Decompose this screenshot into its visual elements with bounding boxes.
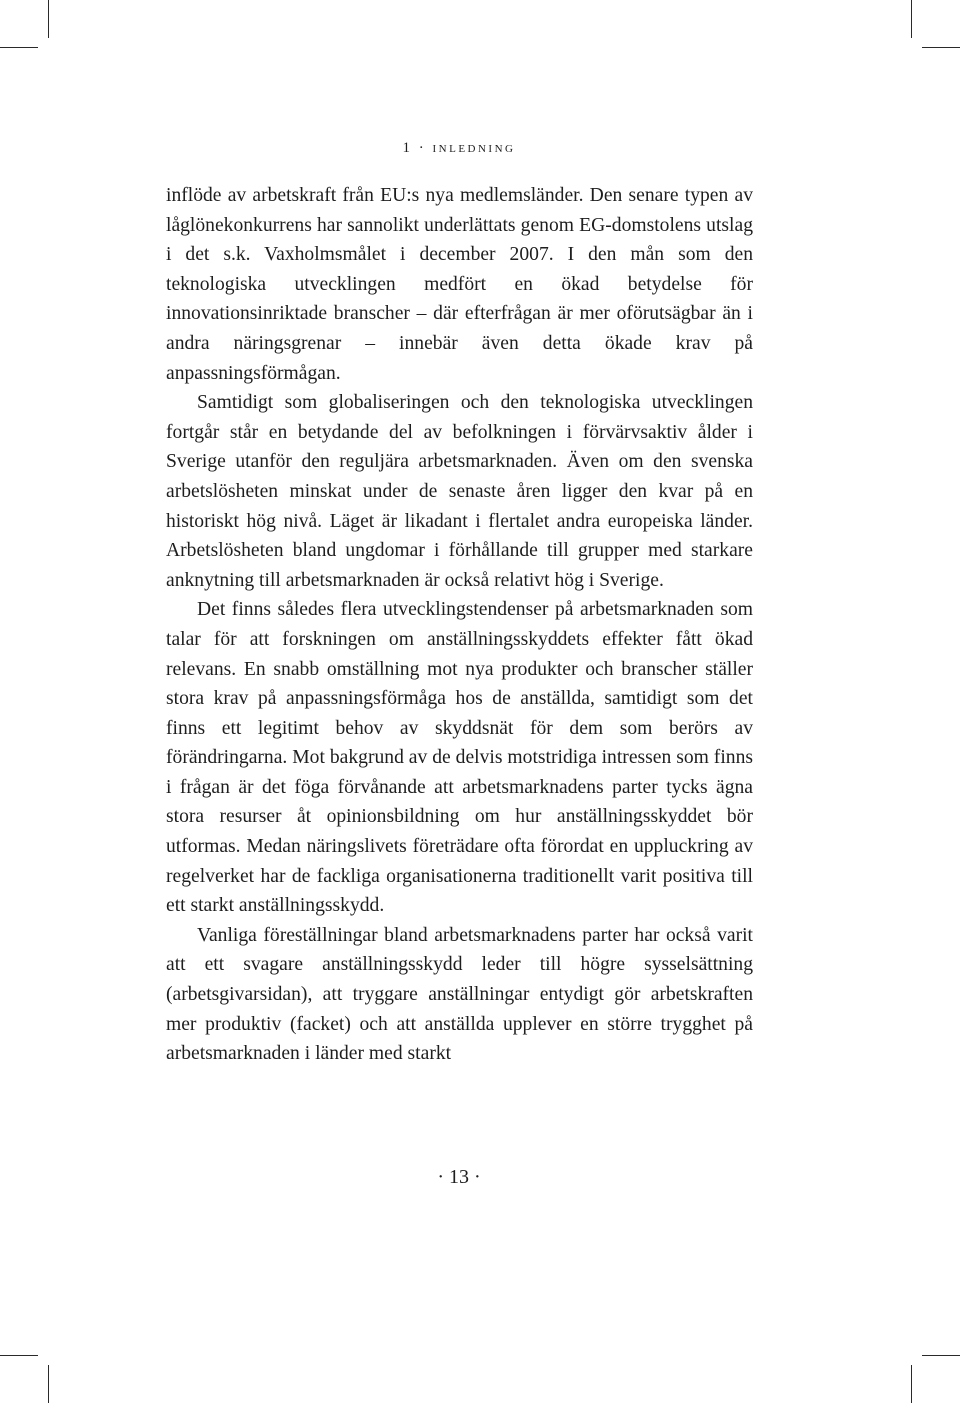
running-header: 1 · inledning xyxy=(402,140,516,156)
paragraph-2: Samtidigt som globaliseringen och den teknologiska utvecklingen fortgår står en betydande del av befolkningen i förvärvsaktiv ålder i Sverige utanför den reguljära arbetsmarknaden. Även om den svenska arbetslösheten minskat under de senaste åren ligger den kvar på en historiskt hög nivå. Läget är likadant i flertalet andra europeiska länder. Arbetslösheten bland ungdomar i förhållande till grupper med starkare anknytning till arbetsmarknaden är också relativt hög i Sverige. xyxy=(166,392,753,591)
paragraph-1: inflöde av arbetskraft från EU:s nya medlemsländer. Den senare typen av låglönekonkurrens har sannolikt underlättats genom EG-domstolens utslag i det s.k. Vaxholmsmålet i december 2007. I den mån som den teknologiska utvecklingen medfört en ökad betydelse för innovationsinriktade branscher – där efterfrågan är mer oförutsägbar än i andra näringsgrenar – innebär även detta ökade krav på anpassningsförmågan. xyxy=(166,185,753,384)
crop-mark-top-right-vertical xyxy=(911,0,912,38)
body-text xyxy=(166,181,753,1069)
crop-mark-bottom-right-horizontal xyxy=(922,1355,960,1356)
crop-mark-top-left-horizontal xyxy=(0,47,38,48)
crop-mark-bottom-left-vertical xyxy=(48,1365,49,1403)
crop-mark-bottom-right-vertical xyxy=(911,1365,912,1403)
paragraph-4: Vanliga föreställningar bland arbetsmarknadens parter har också varit att ett svagare anställningsskydd leder till högre sysselsättning (arbetsgivarsidan), att tryggare anställningar entydigt gör arbetskraften mer produktiv (facket) och att anställda upplever en större trygghet på arbetsmarknaden i länder med starkt xyxy=(166,924,753,1065)
page-number: · 13 · xyxy=(437,1166,481,1188)
crop-mark-top-left-vertical xyxy=(48,0,49,38)
crop-mark-top-right-horizontal xyxy=(922,47,960,48)
paragraph-3: Det finns således flera utvecklingstendenser på arbetsmarknaden som talar för att forskningen om anställningsskyddets effekter fått ökad relevans. En snabb omställning mot nya produkter och branscher ställer stora krav på anpassningsförmåga hos de anställda, samtidigt som det finns ett legitimt behov av skyddsnät för dem som berörs av förändringarna. Mot bakgrund av de delvis motstridiga intressen som finns i frågan är det föga förvånande att arbetsmarknadens parter tycks ägna stora resurser åt opinionsbildning om hur anställningsskyddet bör utformas. Medan näringslivets företrädare ofta förordat en uppluckring av regelverket har de fackliga organisationerna traditionellt varit positiva till ett starkt anställningsskydd. xyxy=(166,599,753,917)
crop-mark-bottom-left-horizontal xyxy=(0,1355,38,1356)
